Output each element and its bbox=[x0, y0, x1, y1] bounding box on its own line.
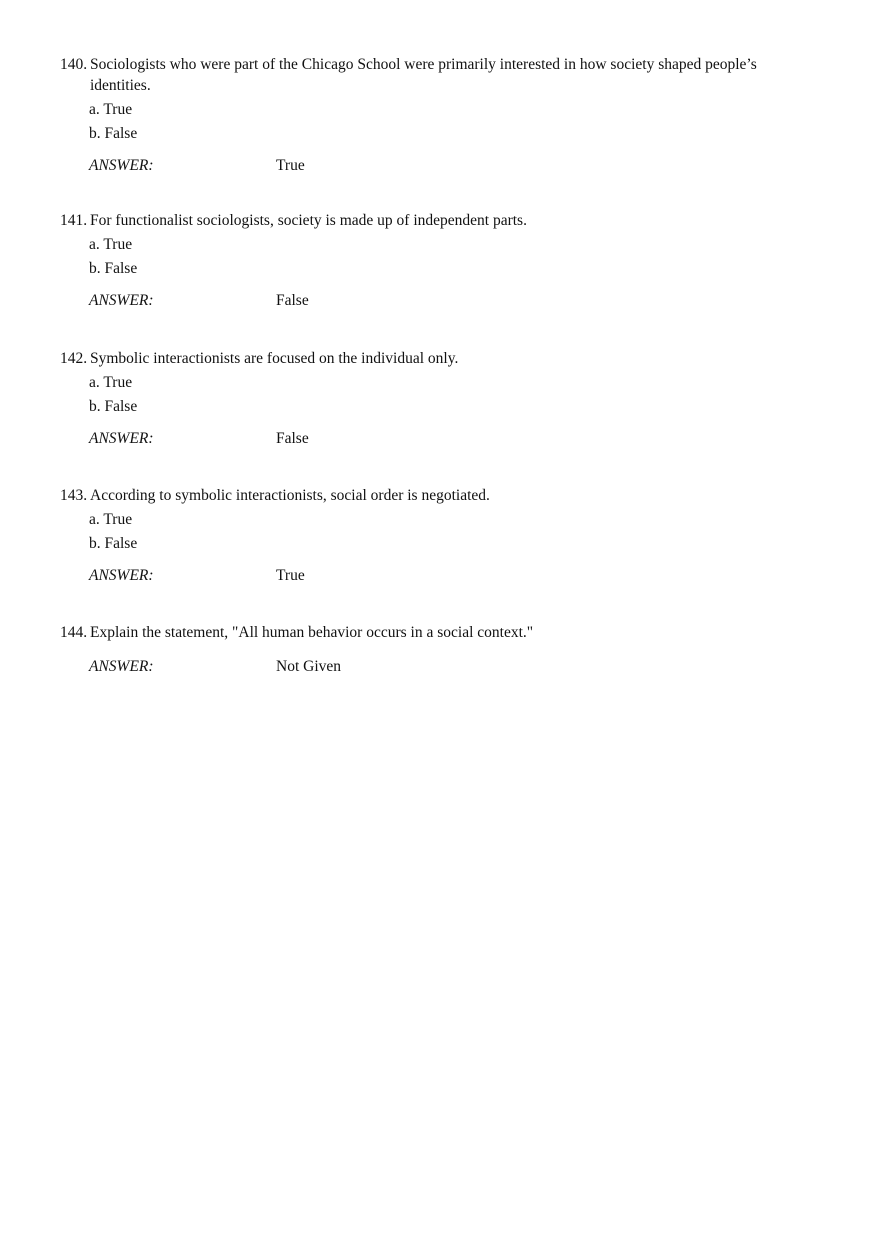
option-letter: b. bbox=[89, 397, 101, 415]
option-letter: a. bbox=[89, 511, 100, 528]
question-143 bbox=[60, 485, 820, 586]
option-text: True bbox=[103, 101, 133, 118]
option-text: True bbox=[103, 374, 133, 391]
option-a bbox=[89, 98, 820, 122]
answer-value: False bbox=[276, 430, 309, 447]
option-a bbox=[89, 508, 820, 532]
question-text: Symbolic interactionists are focused on the individual only. bbox=[90, 350, 459, 367]
option-letter: b. bbox=[89, 534, 101, 552]
question-text: Explain the statement, "All human behavior occurs in a social context." bbox=[90, 624, 534, 641]
answer-value: True bbox=[276, 157, 305, 174]
question-text: According to symbolic interactionists, social order is negotiated. bbox=[90, 487, 490, 504]
question-number: 141. bbox=[60, 212, 88, 229]
option-b bbox=[89, 257, 820, 281]
answer-value: True bbox=[276, 567, 305, 584]
answer-options bbox=[89, 371, 820, 418]
answer-row bbox=[89, 656, 820, 677]
option-letter: b. bbox=[89, 259, 101, 277]
answer-label: ANSWER: bbox=[89, 292, 154, 309]
answer-label: ANSWER: bbox=[89, 567, 154, 584]
question-stem-row bbox=[60, 622, 820, 643]
option-letter: b. bbox=[89, 124, 101, 142]
question-number: 143. bbox=[60, 487, 88, 504]
option-text: False bbox=[104, 397, 138, 415]
answer-row bbox=[89, 428, 820, 449]
question-number: 140. bbox=[60, 56, 88, 73]
answer-value: False bbox=[276, 292, 309, 309]
option-b bbox=[89, 395, 820, 419]
question-text: Sociologists who were part of the Chicago School were primarily interested in how society shaped people’s identities. bbox=[90, 56, 757, 94]
option-b bbox=[89, 532, 820, 556]
option-letter: a. bbox=[89, 374, 100, 391]
question-stem-row bbox=[60, 348, 820, 369]
answer-options bbox=[89, 508, 820, 555]
answer-options bbox=[89, 233, 820, 280]
question-stem-row bbox=[60, 485, 820, 506]
option-a bbox=[89, 371, 820, 395]
answer-row bbox=[89, 290, 820, 311]
question-140 bbox=[60, 54, 820, 176]
question-144 bbox=[60, 622, 820, 677]
option-text: True bbox=[103, 511, 133, 528]
option-text: False bbox=[104, 534, 138, 552]
question-142 bbox=[60, 348, 820, 449]
answer-label: ANSWER: bbox=[89, 430, 154, 447]
option-text: False bbox=[104, 124, 138, 142]
answer-options bbox=[89, 98, 820, 145]
question-text: For functionalist sociologists, society is made up of independent parts. bbox=[90, 212, 527, 229]
answer-label: ANSWER: bbox=[89, 658, 154, 675]
option-a bbox=[89, 233, 820, 257]
option-letter: a. bbox=[89, 101, 100, 118]
question-number: 144. bbox=[60, 624, 88, 641]
option-text: True bbox=[103, 236, 133, 253]
question-stem-row bbox=[60, 54, 820, 96]
option-b bbox=[89, 122, 820, 146]
option-letter: a. bbox=[89, 236, 100, 253]
option-text: False bbox=[104, 259, 138, 277]
question-number: 142. bbox=[60, 350, 88, 367]
answer-label: ANSWER: bbox=[89, 157, 154, 174]
question-stem-row bbox=[60, 210, 820, 231]
answer-row bbox=[89, 565, 820, 586]
answer-row bbox=[89, 155, 820, 176]
answer-value: Not Given bbox=[276, 658, 342, 675]
question-141 bbox=[60, 210, 820, 311]
